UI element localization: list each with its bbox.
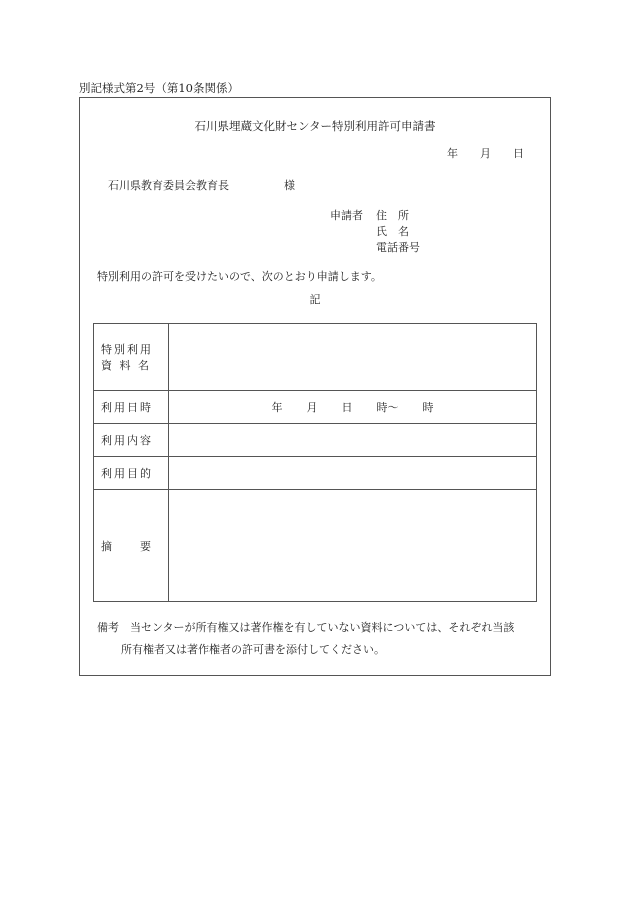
application-form-frame [79,97,551,676]
remarks-line-2: 所有権者又は著作権者の許可書を添付してください。 [121,643,385,656]
application-details-table [93,323,537,602]
application-date: 年 月 日 [447,147,524,160]
ki-heading: 記 [309,293,321,306]
addressee: 石川県教育委員会教育長 [108,179,229,192]
form-title: 石川県埋蔵文化財センター特別利用許可申請書 [194,119,436,133]
table-row [94,457,537,490]
request-statement: 特別利用の許可を受けたいので、次のとおり申請します。 [97,270,382,283]
table-row [94,391,537,424]
table-row [94,324,537,391]
table-row [94,424,537,457]
applicant-address-label: 住 所 [376,209,409,222]
material-name-field[interactable] [169,324,537,391]
usage-content-label: 利用内容 [94,424,169,457]
summary-field[interactable] [169,490,537,602]
applicant-label: 申請者 [330,209,363,222]
form-number-label: 別記様式第2号（第10条関係） [79,81,239,95]
usage-content-field[interactable] [169,424,537,457]
usage-datetime-field[interactable]: 年 月 日 時～ 時 [169,391,537,424]
honorific: 様 [284,179,295,192]
remarks-line-1: 備考 当センターが所有権又は著作権を有していない資料については、それぞれ当該 [97,621,515,634]
usage-purpose-label: 利用目的 [94,457,169,490]
applicant-phone-label: 電話番号 [376,241,420,254]
usage-purpose-field[interactable] [169,457,537,490]
material-name-label: 特別利用 資 料 名 [94,324,169,391]
applicant-name-label: 氏 名 [376,225,409,238]
summary-label: 摘 要 [94,490,169,602]
usage-datetime-label: 利用日時 [94,391,169,424]
table-row [94,490,537,602]
